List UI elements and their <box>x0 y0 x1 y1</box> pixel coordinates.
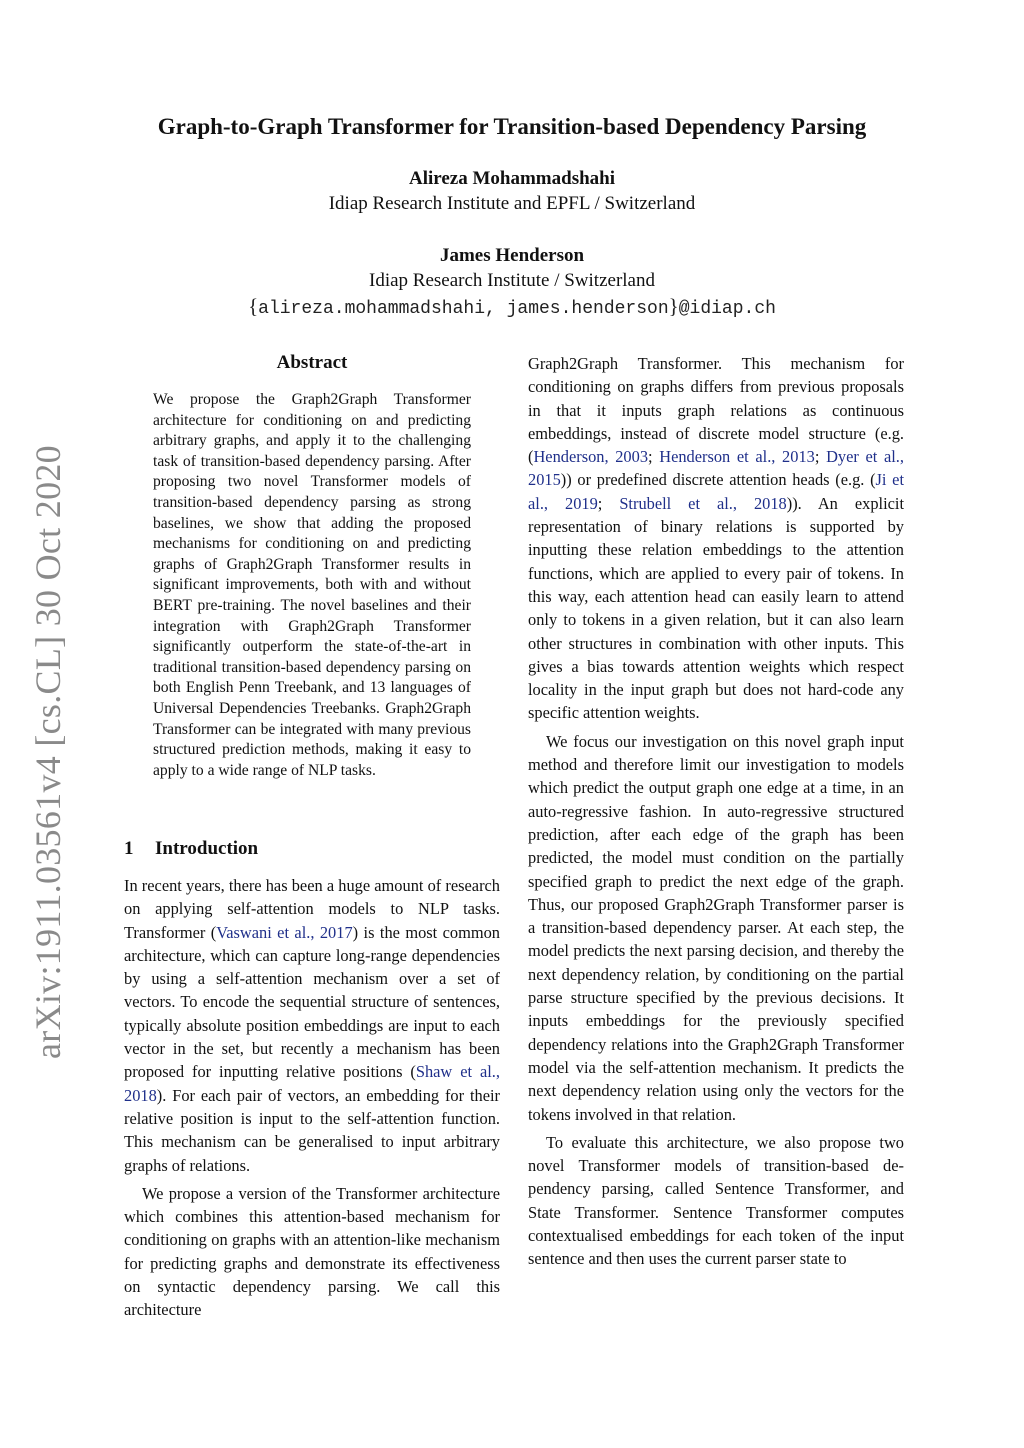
arxiv-identifier: arXiv:1911.03561v4 [cs.CL] 30 Oct 2020 <box>28 445 68 1059</box>
paragraph-text: ). For each pair of vectors, an embedding for their relative position is input to the self-attention function. This mechanism can be generalised to input arbitrary graphs of relations. <box>124 1085 500 1175</box>
paragraph-text: ) is the most common architecture, which can capture long-range dependencies by using a self-attention mechanism over a set of vectors. To encode the sequential structure of sentences, typically absolute position embeddings are input to each vector in the set, but recently a mechanism has been proposed for inputting relative positions ( <box>124 922 500 1082</box>
author-emails <box>0 293 1024 322</box>
email-domain: @idiap.ch <box>678 299 776 319</box>
intro-paragraph-3 <box>528 352 904 725</box>
email-brace-open: { <box>248 294 259 318</box>
paragraph-text: Graph2Graph Transformer. This mechanism for conditioning on graphs differs from previous proposals in that it inputs graph relations as continuous embeddings, instead of discrete model structure (e.g. ( <box>528 354 904 467</box>
email-brace-close: } <box>668 294 679 318</box>
section-title: Introduction <box>155 838 259 859</box>
paragraph-text: )). An explicit representation of binary relations is supported by inputting these relation embeddings to the attention functions, which are applied to every pair of tokens. In this way, each attention head can easily learn to attend only to tokens in a given relation, but it can also learn other structures in combination with other inputs. This gives a bias towards attention weights which respect locality in the input graph but does not hard-code any specific attention weights. <box>528 493 904 723</box>
citation-separator: ; <box>814 447 827 467</box>
intro-paragraph-5: To evaluate this architecture, we also propose two novel Transformer models of transition-based dependency parsing, called Sentence Transformer, and State Transformer. Sentence Transformer computes contextualised embeddings for each token of the input sentence and then uses the current parser state to <box>528 1132 904 1269</box>
paragraph-text: )) or predefined discrete attention heads (e.g. ( <box>560 470 876 490</box>
citation-link[interactable]: Strubell et al., 2018 <box>619 493 787 513</box>
citation-link[interactable]: Dyer et al., 2015 <box>528 447 904 490</box>
email-list: alireza.mohammadshahi, james.henderson <box>258 299 669 319</box>
section-number: 1 <box>124 838 134 859</box>
intro-paragraph-1 <box>124 874 500 1177</box>
citation-separator: ; <box>597 493 620 513</box>
left-column-body <box>124 874 500 1322</box>
citation-link[interactable]: Ji et al., 2019 <box>528 470 905 513</box>
citation-link[interactable]: Shaw et al., 2018 <box>124 1062 500 1105</box>
author-affiliation: Idiap Research Institute / Switzerland <box>369 270 655 291</box>
author-name: James Henderson <box>439 245 585 266</box>
abstract-heading: Abstract <box>276 352 348 373</box>
author-affiliation: Idiap Research Institute and EPFL / Switzerland <box>328 193 696 214</box>
paper-title: Graph-to-Graph Transformer for Transition-based Dependency Parsing <box>157 114 867 139</box>
author-name: Alireza Mohammadshahi <box>408 168 615 189</box>
abstract-text: We propose the Graph2Graph Transformer architecture for conditioning on and predicting arbitrary graphs, and apply it to the challenging task of transition-based dependency parsing. After proposing two novel Transformer models of transition-based dependency parsing as strong baselines, we show that adding the proposed mechanisms for conditioning on and predicting graphs of Graph2Graph Transformer results in significant improvements, both with and without BERT pre-training. The novel baselines and their integration with Graph2Graph Transformer significantly outperform the state-of-the-art in traditional transition-based dependency parsing on both English Penn Treebank, and 13 languages of Universal Dependencies Treebanks. Graph2Graph Transformer can be integrated with many previous structured prediction methods, making it easy to apply to a wide range of NLP tasks. <box>153 391 471 779</box>
citation-link[interactable]: Vaswani et al., 2017 <box>216 922 353 942</box>
author-block-1 <box>0 166 1024 216</box>
intro-paragraph-4: We focus our investigation on this novel graph input method and therefore limit our investigation to models which predict the output graph one edge at a time, in an auto-regressive fashion. In auto-regressive structured prediction, after each edge of the graph has been predicted, the model must condition on the partially specified graph to predict the next edge of the graph. Thus, our proposed Graph2Graph Transformer parser is a transition-based dependency parser. At each step, the model predicts the next parsing decision, and thereby the next dependency relation, by conditioning on the partial parse structure specified by the previous decisions. It inputs embeddings for the previously specified dependency relations into the Graph2Graph Transformer model via the self-attention mechanism. It predicts the next dependency relation using only the vectors for the tokens involved in that relation. <box>528 731 904 1124</box>
citation-link[interactable]: Henderson, 2003 <box>533 447 649 467</box>
intro-paragraph-2: We propose a version of the Transformer architecture which combines this attention-based mechanism for conditioning on graphs with an attention-like mechanism for predicting graphs and demonstrate its effectiveness on syntactic dependency parsing. We call this architecture <box>124 1183 500 1320</box>
section-heading <box>124 838 258 860</box>
citation-link[interactable]: Henderson et al., 2013 <box>659 447 815 467</box>
paragraph-text: In recent years, there has been a huge amount of research on applying self-attention models to NLP tasks. Transformer ( <box>124 876 500 942</box>
citation-separator: ; <box>648 447 660 467</box>
right-column-body <box>528 352 904 1271</box>
author-block-2 <box>0 243 1024 322</box>
